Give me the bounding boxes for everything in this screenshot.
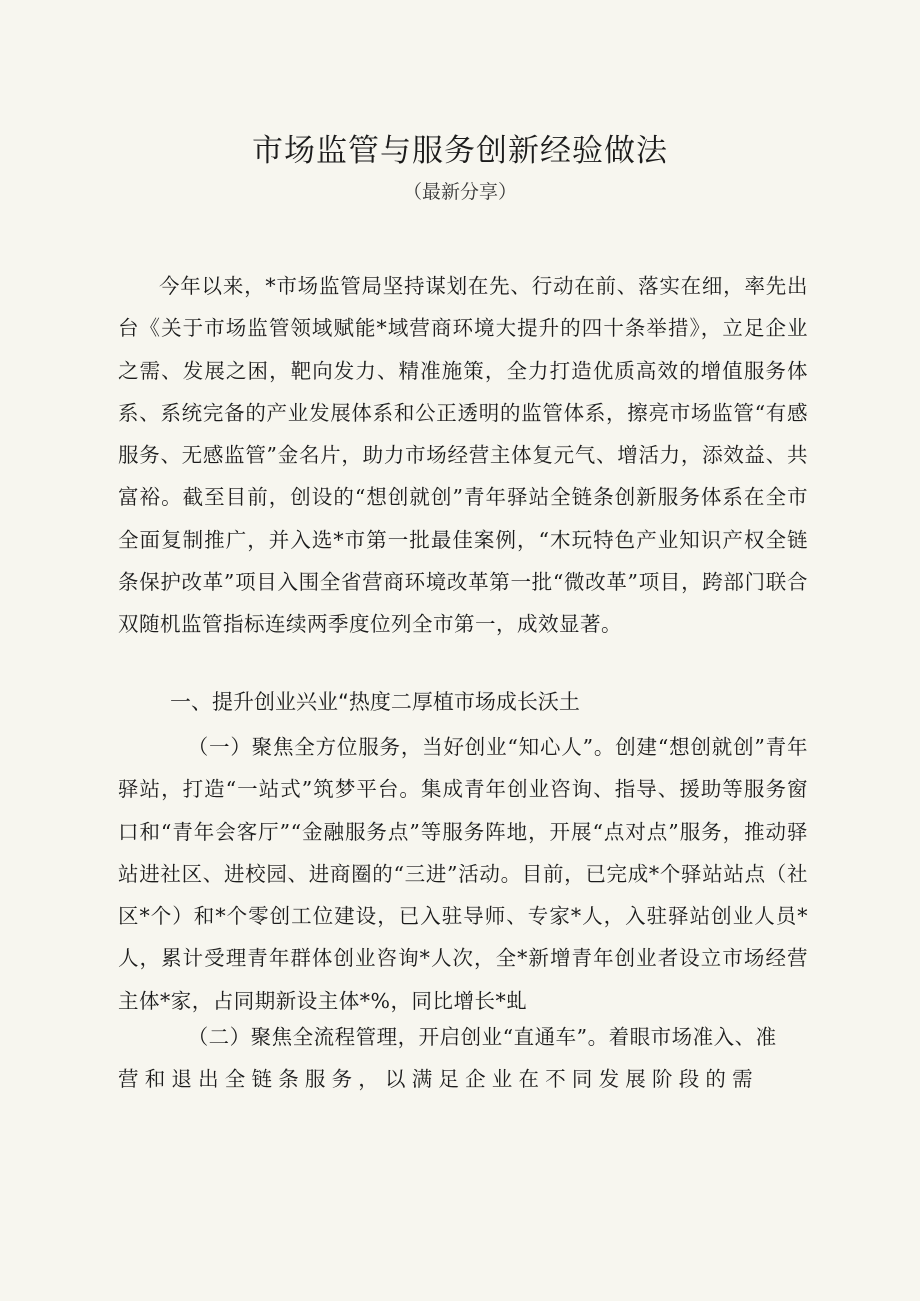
paragraph-2-line-1: （二）聚焦全流程管理，开启创业“直通车”。着眼市场准入、准	[187, 1025, 777, 1049]
document-subtitle: （最新分享）	[402, 181, 517, 203]
paragraph-1: （一）聚焦全方位服务，当好创业“知心人”。创建“想创就创”青年驿站，打造“一站式”筑梦平台。集成青年创业咨询、指导、援助等服务窗口和“青年会客厅”“金融服务点”等服务阵地，开展“点对点”服务，推动驿站进社区、进校园、进商圈的“三进”活动。目前，已完成*个驿站站点（社区*个）和*个零创工位建设，已入驻导师、专家*人，入驻驿站创业人员*人，累计受理青年群体创业咨询*人次，全*新增青年创业者设立市场经营主体*家，占同期新设主体*%，同比增长*虬	[118, 735, 808, 1013]
document-title: 市场监管与服务创新经验做法	[252, 133, 668, 169]
intro-paragraph: 今年以来，*市场监管局坚持谋划在先、行动在前、落实在细，率先出台《关于市场监管领域赋能*域营商环境大提升的四十条举措》，立足企业之需、发展之困，靶向发力、精准施策，全力打造优质高效的增值服务体系、系统完备的产业发展体系和公正透明的监管体系，擦亮市场监管“有感服务、无感监管”金名片，助力市场经营主体复元气、增活力，添效益、共富裕。截至目前，创设的“想创就创”青年驿站全链条创新服务体系在全市全面复制推广，并入选*市第一批最佳案例，“木玩特色产业知识产权全链条保护改革”项目入围全省营商环境改革第一批“微改革”项目，跨部门联合双随机监管指标连续两季度位列全市第一，成效显著。	[118, 274, 808, 637]
section-heading-1: 一、提升创业兴业“热度二厚植市场成长沃土	[170, 690, 580, 714]
paragraph-2-line-2: 营和退出全链条服务，以满足企业在不同发展阶段的需	[118, 1067, 759, 1092]
paragraph-2	[118, 1016, 808, 1101]
